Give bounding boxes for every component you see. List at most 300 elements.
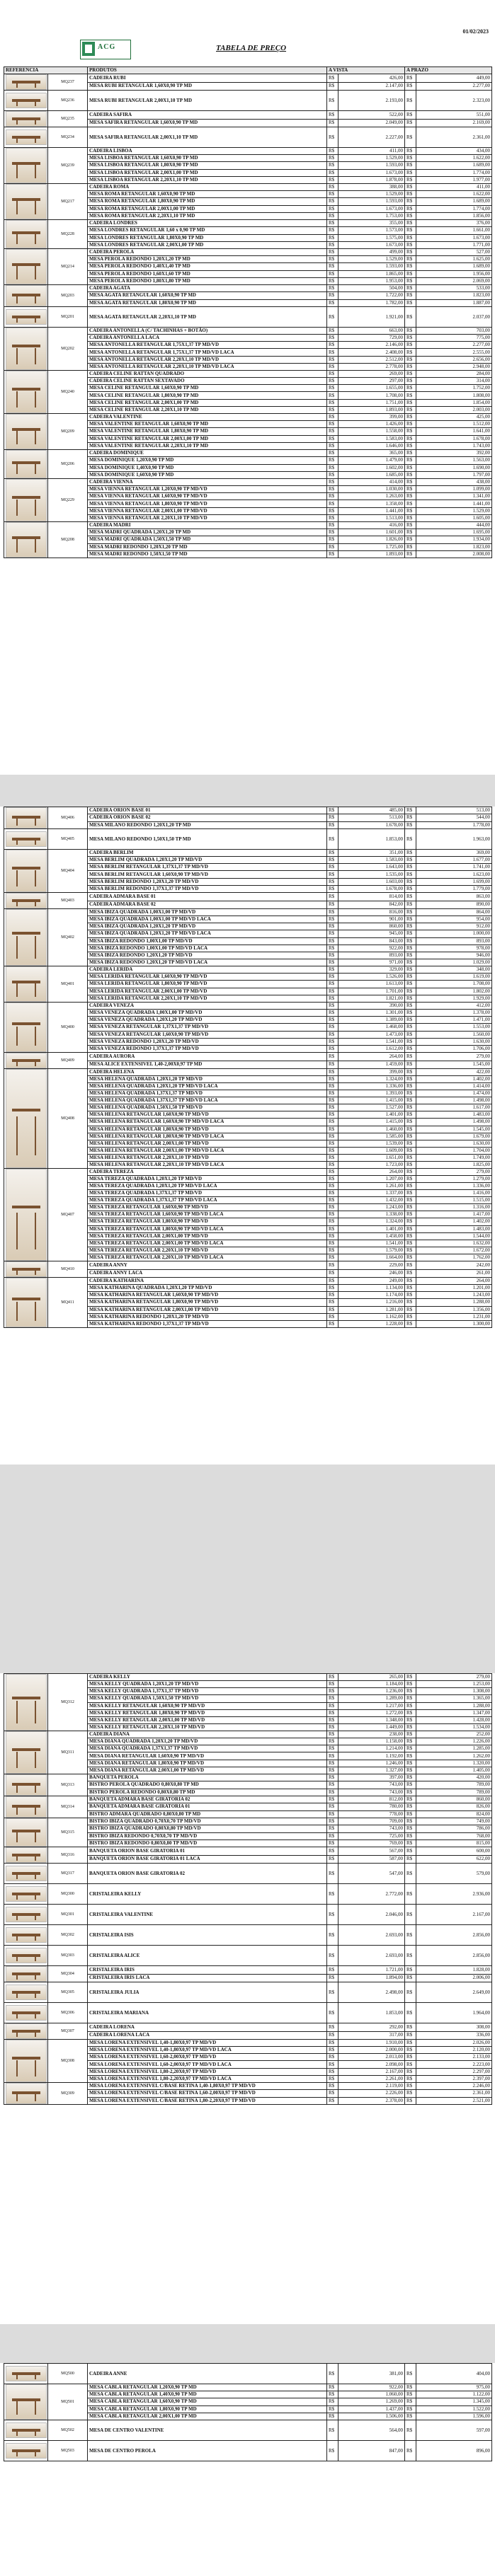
product-reference: MQ407 [48, 1169, 88, 1261]
product-name: BANQUETA ORION BASE GIRATORIA 02 [88, 1864, 327, 1884]
currency-label: R$ [405, 1111, 416, 1119]
table-row [4, 966, 492, 974]
product-name: MESA LONDRES RETANGULAR 1,60 x 0,90 TP MD [88, 227, 327, 234]
price-aprazo: 2.246,00 [416, 2083, 492, 2090]
product-name: CRISTALEIRA KELLY [88, 1884, 327, 1905]
currency-label: R$ [405, 514, 416, 521]
furniture-image-icon [6, 93, 47, 108]
product-photo [4, 2023, 48, 2040]
currency-label: R$ [327, 406, 338, 413]
price-avista: 264,00 [338, 1169, 405, 1176]
currency-label: R$ [405, 1218, 416, 1225]
product-photo [4, 850, 48, 893]
product-name: MESA HELENA RETANGULAR 2,00X1,00 TP MD/VD [88, 1140, 327, 1147]
product-name: MESA LORENA EXTENSIVEL C/BASE RETINA 1,60-2,00X0,97 TP MD/VD [88, 2090, 327, 2097]
table-row [4, 328, 492, 335]
price-avista: 945,00 [338, 930, 405, 937]
product-photo [4, 91, 48, 111]
currency-label: R$ [405, 385, 416, 392]
currency-label: R$ [327, 2083, 338, 2090]
currency-label: R$ [405, 909, 416, 916]
table-row [4, 2040, 492, 2047]
product-name: CRISTALEIRA VALENTINE [88, 1905, 327, 1925]
product-photo [4, 1261, 48, 1278]
price-avista: 1.281,00 [338, 1306, 405, 1313]
currency-label: R$ [327, 1061, 338, 1069]
currency-label: R$ [405, 1925, 416, 1946]
currency-label: R$ [327, 1760, 338, 1767]
price-avista: 1.526,00 [338, 974, 405, 981]
product-name: MESA TEREZA RETANGULAR 2,20X1,10 TP MD/VD [88, 1247, 327, 1254]
table-row [4, 1946, 492, 1966]
price-aprazo: 1.365,00 [416, 1695, 492, 1702]
price-avista: 246,00 [338, 1269, 405, 1278]
product-name: BISTRO PEROLA REDONDO 0,80X0,80 TP MD [88, 1789, 327, 1796]
price-avista: 292,00 [338, 2023, 405, 2032]
currency-label: R$ [327, 2097, 338, 2104]
price-aprazo: 1.122,00 [416, 2391, 492, 2398]
price-avista: 2.772,00 [338, 1884, 405, 1905]
product-photo [4, 829, 48, 850]
currency-label: R$ [327, 2023, 338, 2032]
price-avista: 414,00 [338, 479, 405, 486]
currency-label: R$ [327, 1925, 338, 1946]
furniture-image-icon [6, 1731, 47, 1774]
currency-label: R$ [405, 1320, 416, 1327]
page-separator [0, 775, 495, 807]
product-name: MESA IBIZA REDONDO 1,00X1,00 TP MD/VD LACA [88, 945, 327, 952]
price-aprazo: 279,00 [416, 1674, 492, 1681]
product-name: MESA DIANA QUADRADA 1,37X1,37 TP MD/VD [88, 1745, 327, 1752]
currency-label: R$ [327, 1847, 338, 1856]
product-photo [4, 74, 48, 91]
product-name: MESA LONDRES RETANGULAR 1,80X0,90 TP MD [88, 234, 327, 241]
price-aprazo: 513,00 [416, 807, 492, 814]
price-aprazo: 2.323,00 [416, 91, 492, 111]
price-aprazo: 1.964,00 [416, 2003, 492, 2023]
price-avista: 399,00 [338, 1069, 405, 1076]
price-avista: 1.358,00 [338, 500, 405, 507]
product-reference: MQ306 [48, 2003, 88, 2023]
product-name: CADEIRA LERIDA [88, 966, 327, 974]
table-row [4, 91, 492, 111]
currency-label: R$ [327, 550, 338, 558]
currency-label: R$ [405, 1796, 416, 1803]
product-reference: MQ234 [48, 127, 88, 148]
product-reference: MQ240 [48, 371, 88, 414]
product-name: MESA IBIZA QUADRADA 1,00X1,00 TP MD/VD [88, 909, 327, 916]
product-name: MESA RUBI RETANGULAR 1,60X0,90 TP MD [88, 82, 327, 91]
price-aprazo: 2.656,00 [416, 356, 492, 363]
product-name: CADEIRA LONDRES [88, 220, 327, 227]
product-photo [4, 184, 48, 220]
currency-label: R$ [327, 414, 338, 421]
price-avista: 842,00 [338, 901, 405, 909]
price-avista: 2.227,00 [338, 127, 405, 148]
currency-label: R$ [327, 2391, 338, 2398]
price-aprazo: 533,00 [416, 285, 492, 292]
product-photo [4, 148, 48, 184]
price-aprazo: 600,00 [416, 1847, 492, 1856]
price-aprazo: 1.797,00 [416, 471, 492, 478]
price-avista: 1.327,00 [338, 1767, 405, 1774]
product-name: CADEIRA ANNY LACA [88, 1269, 327, 1278]
price-aprazo: 1.226,00 [416, 1738, 492, 1745]
price-avista: 388,00 [338, 184, 405, 191]
product-name: MESA DIANA RETANGULAR 2,00X1,00 TP MD/VD [88, 1767, 327, 1774]
price-aprazo: 1.483,00 [416, 1225, 492, 1232]
price-avista: 1.468,00 [338, 1024, 405, 1031]
price-aprazo: 1.029,00 [416, 959, 492, 966]
currency-label: R$ [327, 1045, 338, 1052]
currency-label: R$ [405, 1688, 416, 1695]
price-aprazo: 392,00 [416, 450, 492, 457]
furniture-image-icon [6, 522, 47, 558]
furniture-image-icon [6, 1674, 47, 1731]
currency-label: R$ [327, 2413, 338, 2420]
price-aprazo: 434,00 [416, 148, 492, 155]
product-name: BISTRO PEROLA QUADRADO 0,80X0,80 TP MD [88, 1781, 327, 1789]
product-reference: MQ411 [48, 1278, 88, 1328]
currency-label: R$ [327, 198, 338, 205]
product-name: MESA VENEZA QUADRADA 1,20X1,20 TP MD/VD [88, 1017, 327, 1024]
product-photo [4, 1796, 48, 1818]
price-aprazo: 1.695,00 [416, 529, 492, 536]
currency-label: R$ [327, 893, 338, 901]
currency-label: R$ [405, 2003, 416, 2023]
furniture-image-icon [6, 1948, 47, 1963]
currency-label: R$ [405, 1133, 416, 1140]
product-name: MESA DOMINIQUE 1,40X0,90 TP MD [88, 464, 327, 471]
currency-label: R$ [327, 162, 338, 169]
currency-label: R$ [327, 1031, 338, 1038]
furniture-image-icon [6, 1003, 47, 1052]
price-avista: 2.146,00 [338, 342, 405, 349]
currency-label: R$ [327, 486, 338, 493]
currency-label: R$ [405, 392, 416, 399]
currency-label: R$ [327, 500, 338, 507]
table-row [4, 1864, 492, 1884]
currency-label: R$ [327, 1254, 338, 1261]
product-name: CRISTALEIRA JULIA [88, 1982, 327, 2003]
currency-label: R$ [405, 421, 416, 428]
price-aprazo: 896,00 [416, 2441, 492, 2461]
price-aprazo: 1.774,00 [416, 169, 492, 176]
price-aprazo: 1.545,00 [416, 1061, 492, 1069]
product-name: CADEIRA DOMINIQUE [88, 450, 327, 457]
price-aprazo: 786,00 [416, 1825, 492, 1832]
product-photo [4, 111, 48, 127]
product-reference: MQ209 [48, 414, 88, 450]
price-aprazo: 2.361,00 [416, 2090, 492, 2097]
price-aprazo: 1.336,00 [416, 1183, 492, 1190]
currency-label: R$ [327, 119, 338, 127]
product-name: MESA KELLY QUADRADA 1,50X1,50 TP MD/VD [88, 1695, 327, 1702]
price-avista: 847,00 [338, 2441, 405, 2461]
table-row [4, 184, 492, 191]
price-aprazo: 1.856,00 [416, 212, 492, 219]
price-aprazo: 1.678,00 [416, 435, 492, 442]
product-name: MESA PEROLA REDONDO 1,60X1,60 TP MD [88, 270, 327, 277]
currency-label: R$ [327, 507, 338, 514]
product-name: BISTRO IBIZA QUADRADO 0,80X0,80 TP MD/VD [88, 1825, 327, 1832]
product-name: MESA HELENA QUADRADA 1,20X1,20 TP MD/VD [88, 1076, 327, 1083]
price-avista: 2.193,00 [338, 91, 405, 111]
price-aprazo: 1.977,00 [416, 176, 492, 183]
product-name: MESA DE CENTRO VALENTINE [88, 2420, 327, 2441]
currency-label: R$ [327, 1232, 338, 1240]
currency-label: R$ [405, 2068, 416, 2075]
price-aprazo: 2.169,00 [416, 119, 492, 127]
price-avista: 1.585,00 [338, 1133, 405, 1140]
currency-label: R$ [405, 1738, 416, 1745]
price-avista: 1.708,00 [338, 392, 405, 399]
price-avista: 709,00 [338, 1818, 405, 1825]
currency-label: R$ [327, 220, 338, 227]
product-name: BANQUETA ORION BASE GIRATORIA 01 [88, 1847, 327, 1856]
product-reference: MQ309 [48, 2083, 88, 2105]
product-name: MESA VENEZA RETANGULAR 1,37X1,37 TP MD/VD [88, 1024, 327, 1031]
product-name: MESA MADRI REDONDO 1,50X1,50 TP MD [88, 550, 327, 558]
price-avista: 2.013,00 [338, 2054, 405, 2061]
price-avista: 317,00 [338, 2031, 405, 2040]
currency-label: R$ [405, 1045, 416, 1052]
product-name: MESA BERLIM QUADRADA 1,20X1,20 TP MD/VD [88, 857, 327, 864]
price-aprazo: 1.414,00 [416, 1083, 492, 1090]
price-avista: 1.853,00 [338, 829, 405, 850]
currency-label: R$ [405, 1176, 416, 1183]
currency-label: R$ [327, 1111, 338, 1119]
currency-label: R$ [327, 988, 338, 995]
price-avista: 1.602,00 [338, 464, 405, 471]
product-name: MESA VIENNA RETANGULAR 2,20X1,10 TP MD/VD [88, 514, 327, 521]
currency-label: R$ [327, 127, 338, 148]
price-table [4, 2363, 492, 2461]
price-avista: 1.269,00 [338, 2398, 405, 2405]
product-name: MESA CELINE RETANGULAR 1,80X0,90 TP MD [88, 392, 327, 399]
currency-label: R$ [327, 155, 338, 162]
price-aprazo: 2.223,00 [416, 2061, 492, 2068]
currency-label: R$ [405, 479, 416, 486]
product-name: MESA CABLA RETANGULAR 1,40X0,90 TP MD [88, 2391, 327, 2398]
product-photo [4, 1905, 48, 1925]
page-separator [0, 2324, 495, 2363]
product-name: BANQUETA ADMARA BASE GIRATORIA 02 [88, 1796, 327, 1803]
price-aprazo: 1.802,00 [416, 988, 492, 995]
currency-label: R$ [405, 1232, 416, 1240]
price-avista: 1.030,00 [338, 486, 405, 493]
currency-label: R$ [327, 1688, 338, 1695]
product-name: CADEIRA CELINE RATTAN SEXTAVADO [88, 378, 327, 385]
price-avista: 1.541,00 [338, 1038, 405, 1045]
price-avista: 1.593,00 [338, 198, 405, 205]
product-name: CADEIRA CELINE RATTAN QUADRADO [88, 371, 327, 378]
price-avista: 729,00 [338, 335, 405, 342]
currency-label: R$ [405, 2061, 416, 2068]
currency-label: R$ [405, 1161, 416, 1168]
product-name: MESA AGATA RETANGULAR 1,60X0,90 TP MD [88, 292, 327, 299]
product-photo [4, 1925, 48, 1946]
currency-label: R$ [327, 2398, 338, 2405]
price-avista: 1.479,00 [338, 457, 405, 464]
price-avista: 238,00 [338, 1731, 405, 1738]
table-row [4, 414, 492, 421]
furniture-image-icon [6, 2005, 47, 2021]
product-name: CADEIRA VENEZA [88, 1003, 327, 1010]
table-row [4, 1069, 492, 1076]
price-avista: 2.498,00 [338, 1982, 405, 2003]
price-avista: 2.226,00 [338, 2090, 405, 2097]
price-date: 01/02/2023 [462, 28, 489, 35]
col-header-avista: A VISTA [327, 67, 405, 74]
furniture-image-icon [6, 1261, 47, 1277]
product-photo [4, 479, 48, 522]
price-aprazo: 444,00 [416, 522, 492, 529]
currency-label: R$ [327, 285, 338, 292]
price-aprazo: 425,00 [416, 414, 492, 421]
product-name: MESA LERIDA RETANGULAR 2,00X1,00 TP MD/VD [88, 988, 327, 995]
product-name: MESA TEREZA QUADRADA 1,37X1,37 TP MD/VD [88, 1190, 327, 1197]
product-photo [4, 1731, 48, 1774]
currency-label: R$ [327, 1723, 338, 1731]
currency-label: R$ [327, 428, 338, 435]
currency-label: R$ [327, 479, 338, 486]
product-reference: MQ308 [48, 2040, 88, 2083]
price-avista: 1.401,00 [338, 1225, 405, 1232]
product-reference: MQ312 [48, 1674, 88, 1731]
page-title: TABELA DE PREÇO [216, 44, 287, 52]
currency-label: R$ [405, 227, 416, 234]
price-avista: 1.609,00 [338, 1147, 405, 1154]
product-name: CADEIRA ADMARA BASE 01 [88, 893, 327, 901]
price-avista: 1.458,00 [338, 1232, 405, 1240]
currency-label: R$ [405, 529, 416, 536]
currency-label: R$ [405, 988, 416, 995]
table-row [4, 1261, 492, 1270]
table-row [4, 2441, 492, 2461]
price-aprazo: 946,00 [416, 952, 492, 959]
furniture-image-icon [6, 1053, 47, 1068]
product-name: MESA AGATA RETANGULAR 1,80X0,90 TP MD [88, 299, 327, 306]
currency-label: R$ [327, 263, 338, 270]
product-name: MESA HELENA RETANGULAR 2,00X1,00 TP MD/VD LACA [88, 1147, 327, 1154]
product-name: BANQUETA ORION BASE GIRATORIA 01 LACA [88, 1855, 327, 1864]
product-name: MESA ALICE EXTENSIVEL 1,40-2,00X0,97 TP MD [88, 1061, 327, 1069]
table-row [4, 220, 492, 227]
furniture-image-icon [6, 414, 47, 449]
price-aprazo: 1.752,00 [416, 385, 492, 392]
table-body [4, 2364, 492, 2461]
currency-label: R$ [405, 1818, 416, 1825]
currency-label: R$ [405, 2384, 416, 2391]
currency-label: R$ [327, 227, 338, 234]
price-aprazo: 975,00 [416, 2384, 492, 2391]
price-aprazo: 893,00 [416, 937, 492, 945]
currency-label: R$ [405, 829, 416, 850]
price-avista: 1.348,00 [338, 1716, 405, 1723]
currency-label: R$ [327, 1306, 338, 1313]
product-name: MESA TEREZA RETANGULAR 1,80X0,90 TP MD/VD LACA [88, 1225, 327, 1232]
furniture-image-icon [6, 831, 47, 847]
currency-label: R$ [405, 205, 416, 212]
currency-label: R$ [327, 1225, 338, 1232]
product-reference: MQ405 [48, 829, 88, 850]
product-name: MESA PEROLA REDONDO 1,20X1,20 TP MD [88, 256, 327, 263]
product-name: MESA IBIZA QUADRADA 1,20X1,20 TP MD/VD LACA [88, 930, 327, 937]
price-avista: 1.579,00 [338, 1247, 405, 1254]
furniture-image-icon [6, 285, 47, 306]
product-name: MESA TEREZA QUADRADA 1,20X1,20 TP MD/VD [88, 1176, 327, 1183]
price-avista: 743,00 [338, 1825, 405, 1832]
product-name: CRISTALEIRA IRIS [88, 1966, 327, 1975]
price-aprazo: 1.749,00 [416, 1154, 492, 1161]
sheet-header [4, 0, 491, 67]
product-name: MESA BERLIM RETANGULAR 1,60X0,90 TP MD/VD [88, 871, 327, 878]
currency-label: R$ [405, 1183, 416, 1190]
product-reference: MQ239 [48, 148, 88, 184]
price-avista: 1.460,00 [338, 1126, 405, 1133]
price-avista: 1.174,00 [338, 1292, 405, 1299]
product-name: MESA HELENA RETANGULAR 1,80X0,90 TP MD/VD [88, 1126, 327, 1133]
price-avista: 2.000,00 [338, 2047, 405, 2054]
price-avista: 2.119,00 [338, 2083, 405, 2090]
currency-label: R$ [405, 885, 416, 892]
table-row [4, 74, 492, 83]
price-avista: 1.529,00 [338, 256, 405, 263]
currency-label: R$ [327, 1767, 338, 1774]
currency-label: R$ [405, 901, 416, 909]
product-name: BANQUETA ADMARA BASE GIRATORIA 01 [88, 1803, 327, 1810]
price-aprazo: 2.037,00 [416, 307, 492, 328]
currency-label: R$ [327, 1810, 338, 1818]
currency-label: R$ [405, 1292, 416, 1299]
currency-label: R$ [327, 1010, 338, 1017]
price-aprazo: 1.416,00 [416, 1190, 492, 1197]
furniture-image-icon [6, 2023, 47, 2039]
product-name: CADEIRA ORION BASE 02 [88, 814, 327, 821]
currency-label: R$ [405, 1211, 416, 1218]
price-avista: 1.821,00 [338, 995, 405, 1002]
currency-label: R$ [405, 536, 416, 543]
price-aprazo: 1.545,00 [416, 1126, 492, 1133]
currency-label: R$ [405, 850, 416, 857]
price-avista: 1.593,00 [338, 162, 405, 169]
table-row [4, 2420, 492, 2441]
col-header-aprazo: A PRAZO [405, 67, 492, 74]
table-row [4, 479, 492, 486]
currency-label: R$ [327, 1183, 338, 1190]
currency-label: R$ [327, 901, 338, 909]
price-avista: 922,00 [338, 945, 405, 952]
currency-label: R$ [327, 1269, 338, 1278]
product-reference: MQ317 [48, 1864, 88, 1884]
currency-label: R$ [327, 1069, 338, 1076]
price-aprazo: 544,00 [416, 814, 492, 821]
currency-label: R$ [327, 829, 338, 850]
price-avista: 351,00 [338, 850, 405, 857]
currency-label: R$ [327, 857, 338, 864]
price-avista: 778,00 [338, 1810, 405, 1818]
currency-label: R$ [405, 2391, 416, 2398]
price-aprazo: 284,00 [416, 371, 492, 378]
product-photo [4, 522, 48, 558]
product-photo [4, 127, 48, 148]
price-aprazo: 1.771,00 [416, 241, 492, 248]
price-avista: 1.217,00 [338, 1702, 405, 1709]
price-avista: 1.289,00 [338, 1695, 405, 1702]
currency-label: R$ [405, 1681, 416, 1688]
price-avista: 1.723,00 [338, 1161, 405, 1168]
